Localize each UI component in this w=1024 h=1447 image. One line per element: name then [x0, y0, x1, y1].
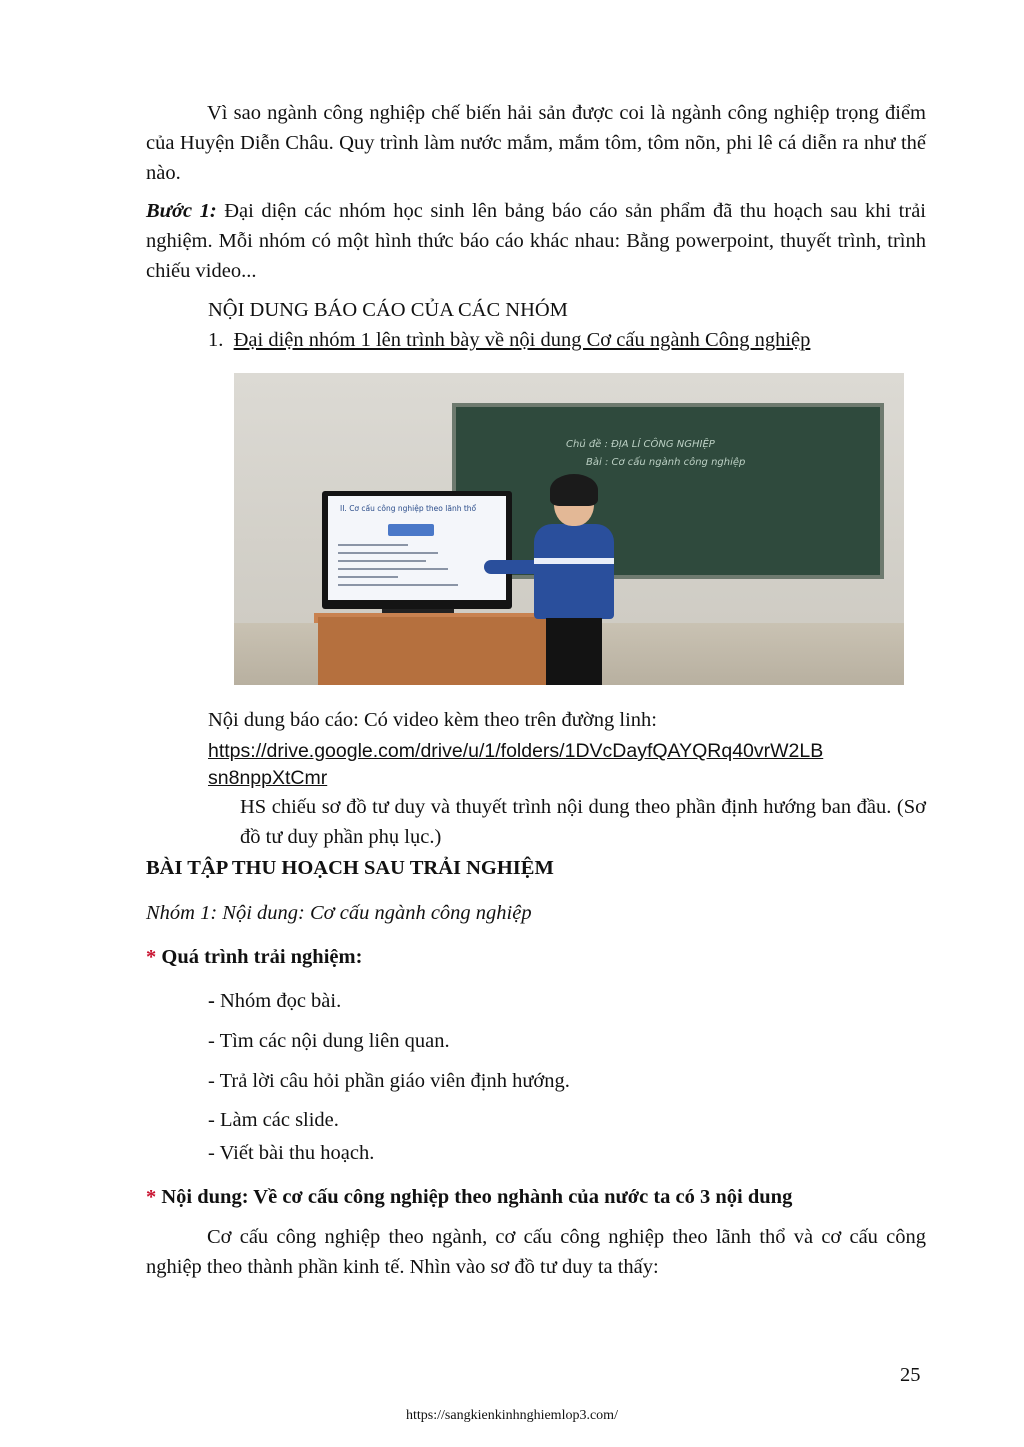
slide-button	[388, 524, 434, 536]
student-presenter	[524, 478, 634, 685]
jacket-stripe	[534, 558, 614, 564]
process-heading	[146, 942, 362, 972]
slide-line	[338, 584, 458, 586]
student-jacket	[534, 524, 614, 619]
star-icon: *	[146, 1186, 157, 1208]
report-content-label: Nội dung báo cáo: Có video kèm theo trên đường linh:	[208, 709, 657, 731]
dash: -	[208, 1142, 215, 1164]
item-text: Trả lời câu hỏi phần giáo viên định hướng.	[214, 1070, 570, 1092]
intro-paragraph: Vì sao ngành công nghiệp chế biến hải sản được coi là ngành công nghiệp trọng điểm của Huyện Diễn Châu. Quy trình làm nước mắm, mắm tôm, tôm nõn, phi lê cá diễn ra như thế nào.	[146, 102, 926, 184]
classroom-photo	[234, 373, 904, 685]
dash: -	[208, 1030, 215, 1052]
student-hair	[550, 474, 598, 506]
content-heading	[146, 1182, 792, 1212]
star-icon: *	[146, 946, 157, 968]
slide-title: II. Cơ cấu công nghiệp theo lãnh thổ	[340, 504, 477, 513]
slide-line	[338, 544, 408, 546]
step1-paragraph	[146, 196, 926, 286]
slide-line	[338, 560, 426, 562]
step1-label: Bước 1:	[146, 200, 217, 222]
dash: -	[208, 1070, 215, 1092]
list-item	[208, 1138, 374, 1168]
group1-heading: Nhóm 1: Nội dung: Cơ cấu ngành công nghiệp	[146, 902, 532, 924]
list-item	[208, 986, 341, 1016]
slide-line	[338, 568, 448, 570]
tv-screen	[322, 491, 512, 609]
mindmap-paragraph: HS chiếu sơ đồ tư duy và thuyết trình nội dung theo phần định hướng ban đầu. (Sơ đồ tư duy phần phụ lục.)	[240, 796, 926, 848]
content-paragraph: Cơ cấu công nghiệp theo ngành, cơ cấu công nghiệp theo lãnh thổ và cơ cấu công nghiệp theo thành phần kinh tế. Nhìn vào sơ đồ tư duy ta thấy:	[146, 1226, 926, 1278]
board-line-2: Bài : Cơ cấu ngành công nghiệp	[586, 457, 746, 468]
student-legs	[546, 618, 602, 685]
item-text: Viết bài thu hoạch.	[214, 1142, 375, 1164]
item-text: Nhóm đọc bài.	[214, 990, 342, 1012]
slide-line	[338, 552, 438, 554]
footer-url[interactable]: https://sangkienkinhnghiemlop3.com/	[406, 1408, 618, 1423]
desk	[318, 617, 558, 685]
process-heading-text: Quá trình trải nghiệm:	[156, 946, 363, 968]
slide-line	[338, 576, 398, 578]
step1-text: Đại diện các nhóm học sinh lên bảng báo cáo sản phẩm đã thu hoạch sau khi trải nghiệm. Mỗi nhóm có một hình thức báo cáo khác nhau: Bằng powerpoint, thuyết trình, trình chiếu video...	[146, 200, 926, 282]
dash: -	[208, 1109, 215, 1131]
board-line-1: Chủ đề : ĐỊA LÍ CÔNG NGHIỆP	[566, 439, 715, 450]
list-item-1	[208, 325, 810, 355]
list-item	[208, 1105, 339, 1135]
list-item	[208, 1066, 570, 1096]
list-text: Đại diện nhóm 1 lên trình bày về nội dung Cơ cấu ngành Công nghiệp	[233, 329, 811, 351]
dash: -	[208, 990, 215, 1012]
item-text: Làm các slide.	[214, 1109, 339, 1131]
item-text: Tìm các nội dung liên quan.	[214, 1030, 450, 1052]
drive-link-line-1[interactable]: https://drive.google.com/drive/u/1/folders/1DVcDayfQAYQRq40vrW2LB	[208, 740, 824, 762]
list-item	[208, 1026, 450, 1056]
list-number: 1.	[208, 329, 224, 351]
chalkboard	[452, 403, 884, 579]
page-number: 25	[900, 1364, 921, 1386]
report-heading: NỘI DUNG BÁO CÁO CỦA CÁC NHÓM	[208, 299, 568, 321]
drive-link-line-2[interactable]: sn8nppXtCmr	[208, 767, 328, 789]
slide	[328, 496, 506, 600]
content-heading-text: Nội dung: Về cơ cấu công nghiệp theo nghành của nước ta có 3 nội dung	[156, 1186, 793, 1208]
exercise-heading: BÀI TẬP THU HOẠCH SAU TRẢI NGHIỆM	[146, 857, 554, 879]
